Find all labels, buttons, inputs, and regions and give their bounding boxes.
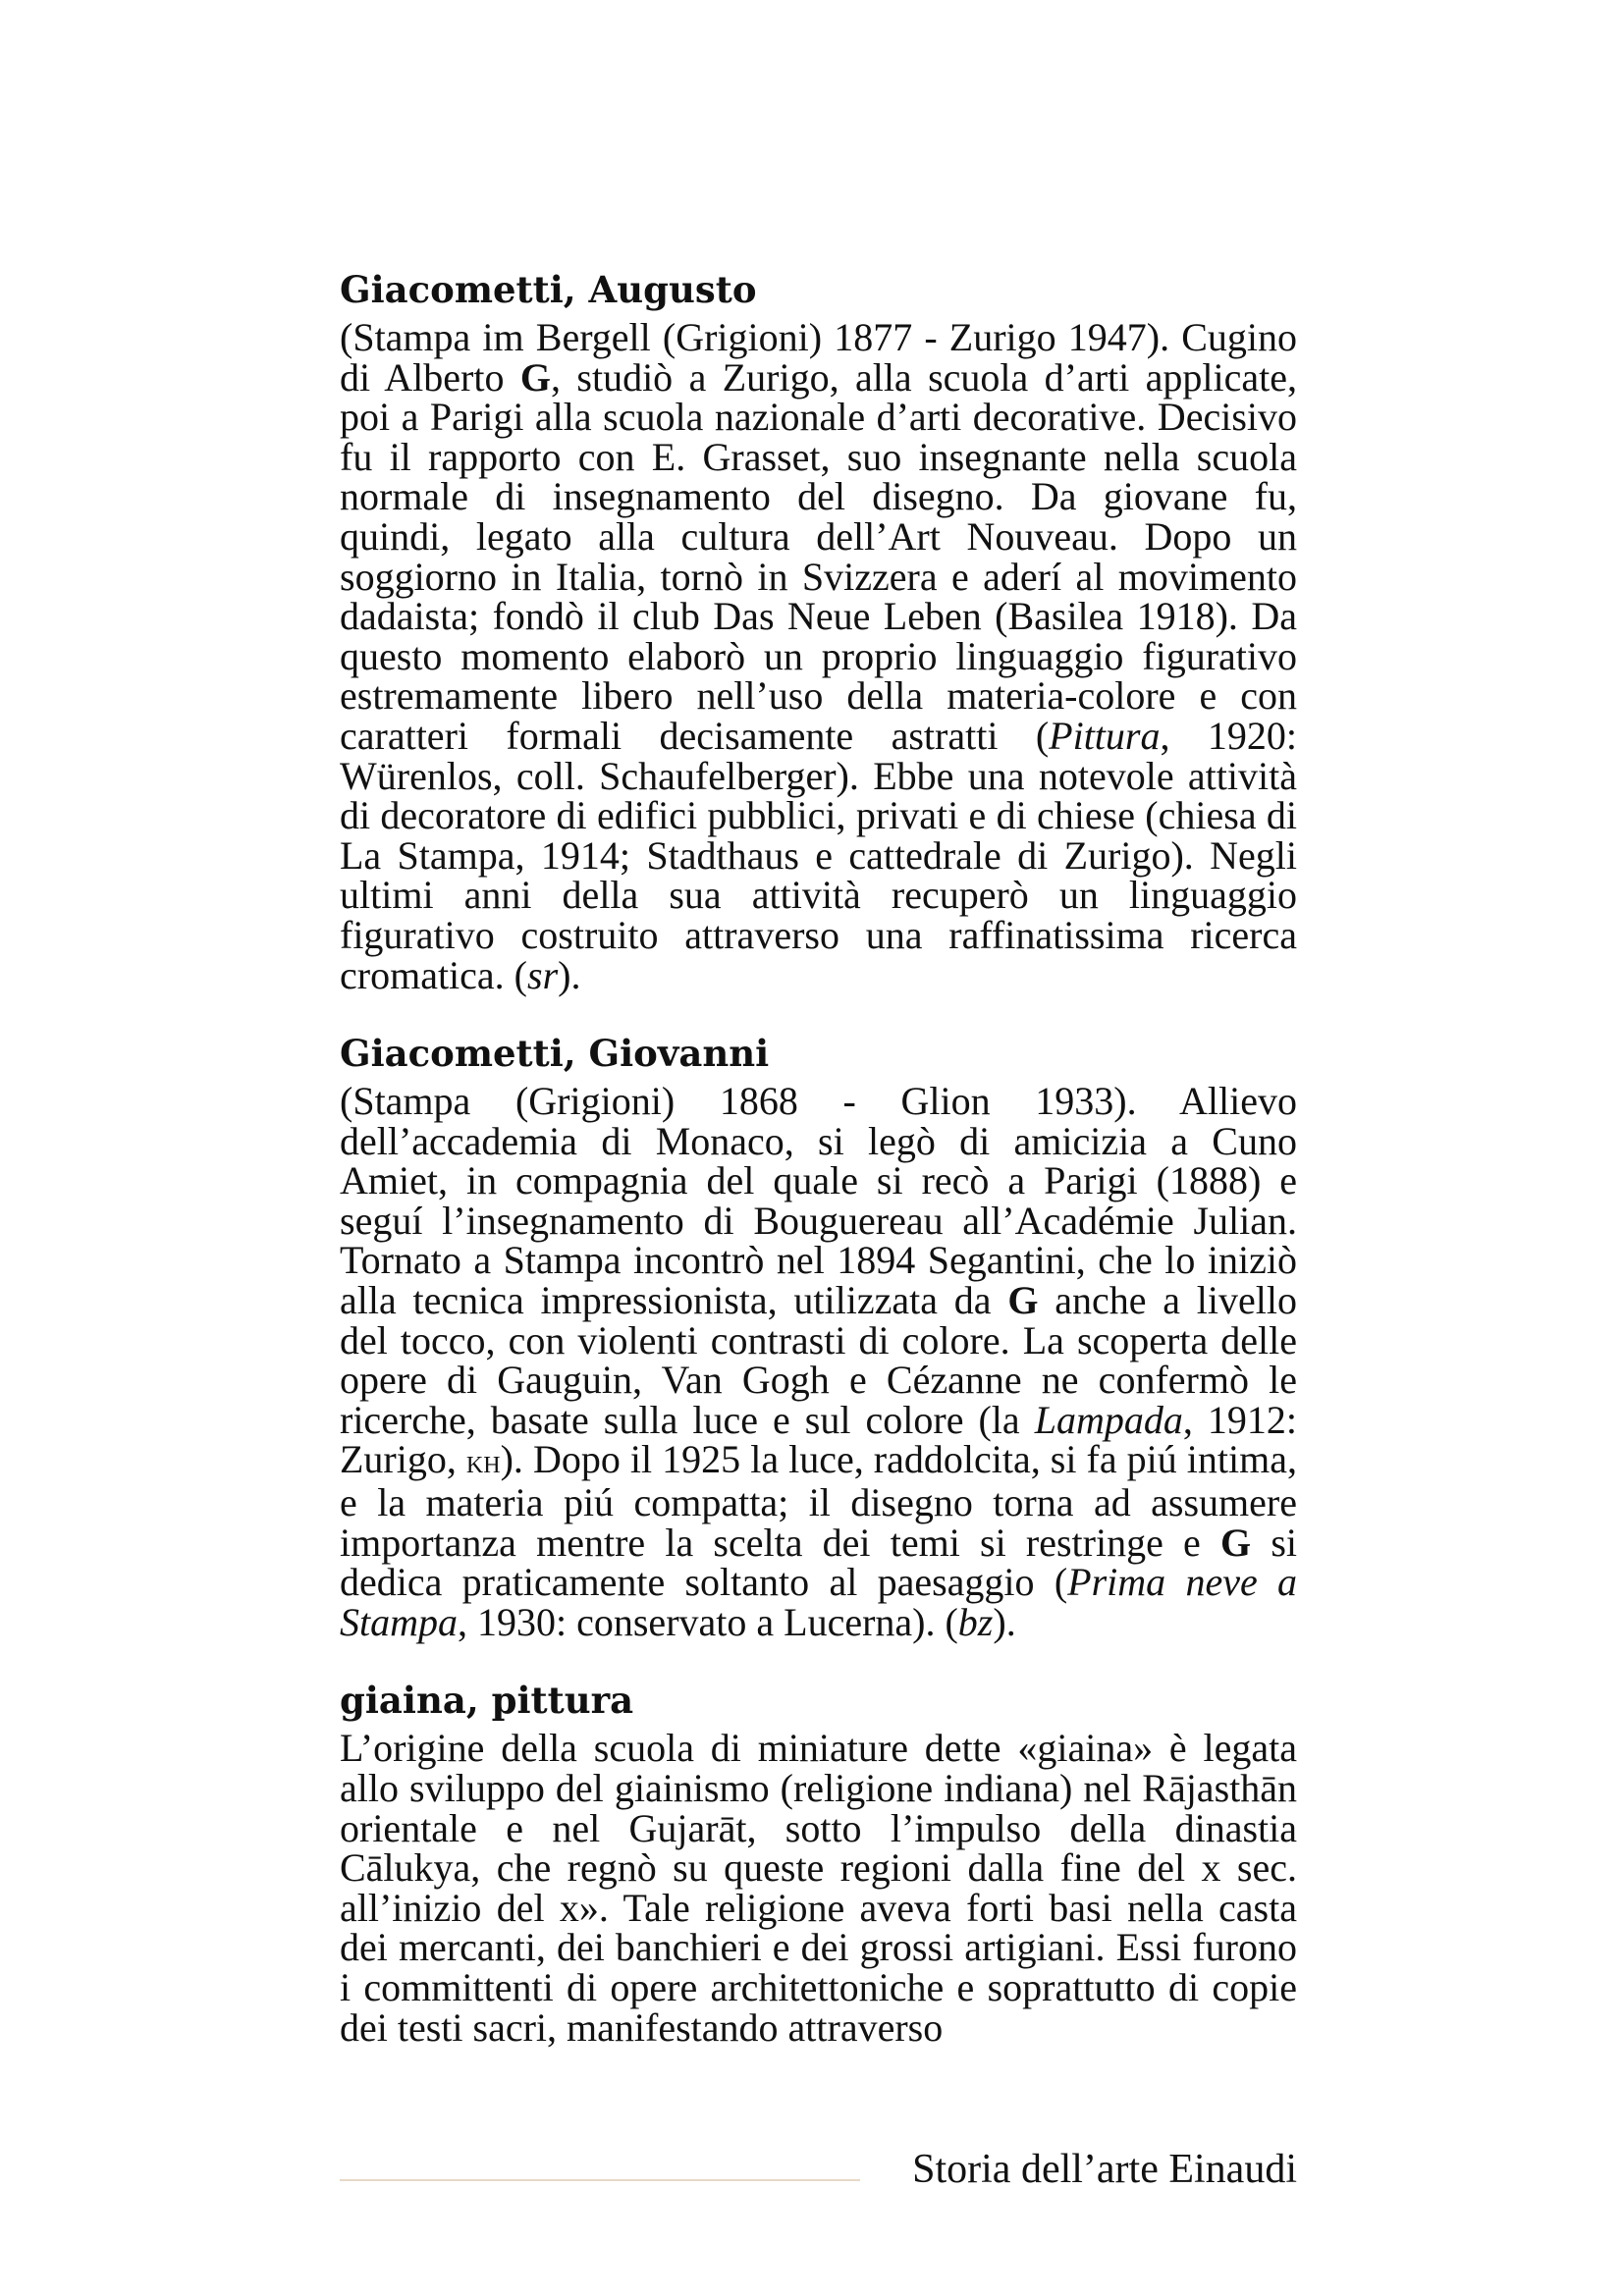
- entry-giaina-pittura: [340, 1678, 1297, 2048]
- body-text: L’origine della scuola di miniature dette «giaina» è legata allo sviluppo del giainismo (religione indiana) nel Rājasthān orientale e nel Gujarāt, sotto l’impulso della dinastia Cālukya, che regnò su queste regioni dalla fine del x sec. all’inizio del x». Tale religione aveva forti basi nella casta dei mercanti, dei banchieri e dei grossi artigiani. Essi furono i committenti di opere architettoniche e soprattutto di copie dei testi sacri, manifestando attraverso: [340, 1726, 1297, 2050]
- footer-publisher: Storia dell’arte Einaudi: [912, 2147, 1297, 2192]
- entry-giacometti-augusto: [340, 267, 1297, 995]
- body-text: , 1920: Würenlos, coll. Schaufelberger). Ebbe una notevole attività di decoratore di edifici pubblici, privati e di chiese (chiesa di La Stampa, 1914; Stadthaus e cattedrale di Zurigo). Negli ultimi anni della sua attività recuperò un linguaggio figurativo costruito attraverso una raffinatissima ricerca cromatica. (: [340, 713, 1297, 997]
- entry-title: Giacometti, Augusto: [340, 268, 757, 311]
- italic-text: Prima neve a Stampa: [340, 1560, 1297, 1644]
- entry-title: Giacometti, Giovanni: [340, 1032, 770, 1076]
- body-text: , studiò a Zurigo, alla scuola d’arti applicate, poi a Parigi alla scuola nazionale d’arti decorative. Decisivo fu il rapporto con E. Grasset, suo insegnante nella scuola normale di insegnamento del disegno. Da giovane fu, quindi, legato alla cultura dell’Art Nouveau. Dopo un soggiorno in Italia, tornò in Svizzera e aderí al movimento dadaista; fondò il club Das Neue Leben (Basilea 1918). Da questo momento elaborò un proprio linguaggio figurativo estremamente libero nell’uso della materia-colore e con caratteri formali decisamente astratti (: [340, 354, 1298, 758]
- body-text: (Stampa im Bergell (Grigioni) 1877 - Zurigo 1947). Cugino di Alberto: [340, 315, 1297, 400]
- footer-divider: [340, 2179, 860, 2181]
- body-text: ).: [558, 952, 581, 997]
- body-text: ). Dopo il 1925 la luce, raddolcita, si fa piú intima, e la materia piú compatta; il disegno torna ad assumere importanza mentre la scelta dei temi si restringe e: [340, 1437, 1297, 1565]
- entry-giacometti-giovanni: [340, 1031, 1297, 1642]
- page-footer: [340, 2145, 1297, 2194]
- italic-text: Pittura: [1049, 713, 1161, 758]
- body-text: (Stampa (Grigioni) 1868 - Glion 1933). Allievo dell’accademia di Monaco, si legò di amicizia a Cuno Amiet, in compagnia del quale si recò a Parigi (1888) e seguí l’insegnamento di Bouguereau all’Académie Julian. Tornato a Stampa incontrò nel 1894 Segantini, che lo iniziò alla tecnica impressionista, utilizzata da: [340, 1079, 1297, 1323]
- entry-body: [340, 1079, 1297, 1644]
- dictionary-content: [340, 267, 1297, 2083]
- entry-body: [340, 1726, 1297, 2050]
- entry-body: [340, 315, 1298, 997]
- bold-abbrev: G: [519, 354, 551, 400]
- italic-text: bz: [957, 1599, 994, 1644]
- italic-text: Lampada: [1034, 1397, 1183, 1442]
- italic-text: sr: [527, 952, 559, 997]
- body-text: ).: [993, 1599, 1016, 1644]
- body-text: si dedica praticamente soltanto al paesaggio (: [340, 1520, 1297, 1605]
- bold-abbrev: G: [1007, 1278, 1039, 1323]
- body-text: anche a livello del tocco, con violenti contrasti di colore. La scoperta delle opere di Gauguin, Van Gogh e Cézanne ne confermò le ricerche, basate sulla luce e sul colore (la: [340, 1278, 1297, 1442]
- entry-title: giaina, pittura: [340, 1679, 634, 1723]
- body-text: , 1930: conservato a Lucerna). (: [458, 1599, 958, 1644]
- small-caps-text: kh: [465, 1444, 501, 1481]
- bold-abbrev: G: [1220, 1520, 1252, 1565]
- body-text: , 1912: Zurigo,: [340, 1397, 1297, 1482]
